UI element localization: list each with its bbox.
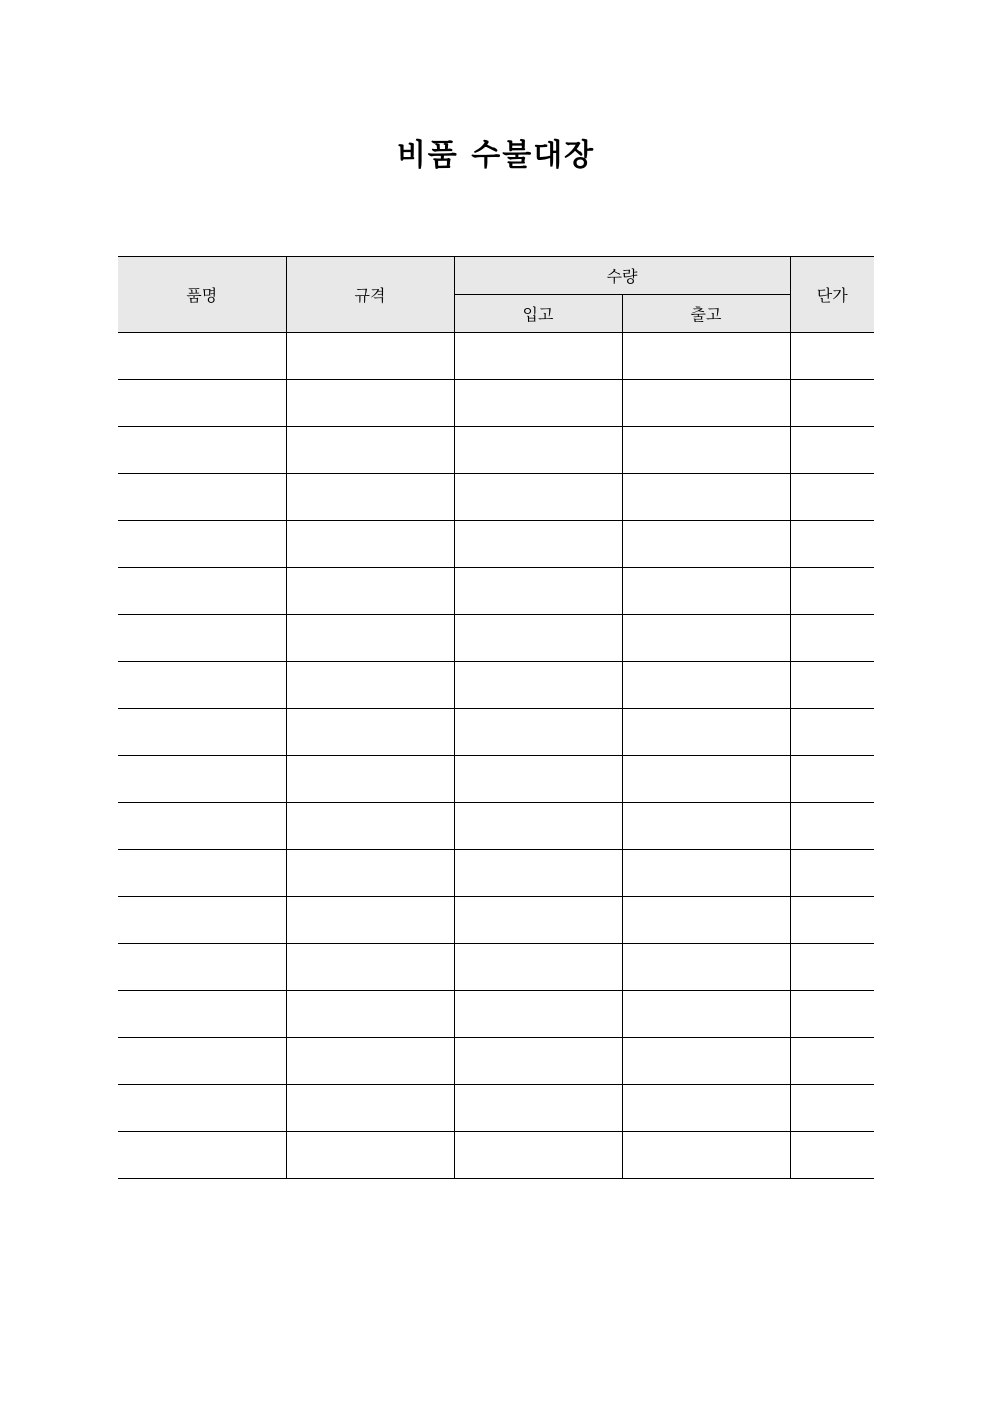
spec-cell[interactable] xyxy=(286,521,454,568)
spec-cell[interactable] xyxy=(286,380,454,427)
table-row xyxy=(118,991,874,1038)
spec-cell[interactable] xyxy=(286,615,454,662)
table-row xyxy=(118,756,874,803)
incoming-cell[interactable] xyxy=(454,709,622,756)
unit-price-cell[interactable] xyxy=(790,897,874,944)
outgoing-cell[interactable] xyxy=(622,756,790,803)
table-row xyxy=(118,1038,874,1085)
header-incoming: 입고 xyxy=(454,295,622,333)
table-row xyxy=(118,662,874,709)
spec-cell[interactable] xyxy=(286,709,454,756)
incoming-cell[interactable] xyxy=(454,1085,622,1132)
item-name-cell[interactable] xyxy=(118,1085,286,1132)
incoming-cell[interactable] xyxy=(454,380,622,427)
outgoing-cell[interactable] xyxy=(622,521,790,568)
item-name-cell[interactable] xyxy=(118,333,286,380)
outgoing-cell[interactable] xyxy=(622,991,790,1038)
unit-price-cell[interactable] xyxy=(790,756,874,803)
item-name-cell[interactable] xyxy=(118,474,286,521)
unit-price-cell[interactable] xyxy=(790,474,874,521)
outgoing-cell[interactable] xyxy=(622,1085,790,1132)
incoming-cell[interactable] xyxy=(454,897,622,944)
item-name-cell[interactable] xyxy=(118,850,286,897)
incoming-cell[interactable] xyxy=(454,568,622,615)
item-name-cell[interactable] xyxy=(118,427,286,474)
outgoing-cell[interactable] xyxy=(622,380,790,427)
table-row xyxy=(118,427,874,474)
outgoing-cell[interactable] xyxy=(622,897,790,944)
page-title: 비품 수불대장 xyxy=(396,138,596,173)
incoming-cell[interactable] xyxy=(454,850,622,897)
spec-cell[interactable] xyxy=(286,850,454,897)
unit-price-cell[interactable] xyxy=(790,850,874,897)
unit-price-cell[interactable] xyxy=(790,521,874,568)
spec-cell[interactable] xyxy=(286,662,454,709)
incoming-cell[interactable] xyxy=(454,474,622,521)
item-name-cell[interactable] xyxy=(118,521,286,568)
incoming-cell[interactable] xyxy=(454,521,622,568)
table-row xyxy=(118,474,874,521)
item-name-cell[interactable] xyxy=(118,709,286,756)
item-name-cell[interactable] xyxy=(118,615,286,662)
incoming-cell[interactable] xyxy=(454,333,622,380)
outgoing-cell[interactable] xyxy=(622,333,790,380)
outgoing-cell[interactable] xyxy=(622,803,790,850)
table-row xyxy=(118,803,874,850)
header-spec: 규격 xyxy=(286,257,454,333)
incoming-cell[interactable] xyxy=(454,1132,622,1179)
incoming-cell[interactable] xyxy=(454,944,622,991)
outgoing-cell[interactable] xyxy=(622,1038,790,1085)
table-row xyxy=(118,568,874,615)
outgoing-cell[interactable] xyxy=(622,944,790,991)
incoming-cell[interactable] xyxy=(454,803,622,850)
spec-cell[interactable] xyxy=(286,991,454,1038)
ledger-body xyxy=(118,333,874,1179)
unit-price-cell[interactable] xyxy=(790,803,874,850)
unit-price-cell[interactable] xyxy=(790,615,874,662)
unit-price-cell[interactable] xyxy=(790,662,874,709)
table-row xyxy=(118,380,874,427)
item-name-cell[interactable] xyxy=(118,897,286,944)
outgoing-cell[interactable] xyxy=(622,568,790,615)
header-outgoing: 출고 xyxy=(622,295,790,333)
header-unit-price: 단가 xyxy=(790,257,874,333)
outgoing-cell[interactable] xyxy=(622,474,790,521)
unit-price-cell[interactable] xyxy=(790,427,874,474)
outgoing-cell[interactable] xyxy=(622,709,790,756)
table-row xyxy=(118,1132,874,1179)
spec-cell[interactable] xyxy=(286,568,454,615)
unit-price-cell[interactable] xyxy=(790,333,874,380)
spec-cell[interactable] xyxy=(286,1132,454,1179)
item-name-cell[interactable] xyxy=(118,1132,286,1179)
incoming-cell[interactable] xyxy=(454,991,622,1038)
item-name-cell[interactable] xyxy=(118,756,286,803)
unit-price-cell[interactable] xyxy=(790,1132,874,1179)
table-row xyxy=(118,709,874,756)
spec-cell[interactable] xyxy=(286,1038,454,1085)
unit-price-cell[interactable] xyxy=(790,380,874,427)
spec-cell[interactable] xyxy=(286,944,454,991)
spec-cell[interactable] xyxy=(286,333,454,380)
table-row xyxy=(118,897,874,944)
unit-price-cell[interactable] xyxy=(790,709,874,756)
item-name-cell[interactable] xyxy=(118,991,286,1038)
spec-cell[interactable] xyxy=(286,474,454,521)
item-name-cell[interactable] xyxy=(118,380,286,427)
item-name-cell[interactable] xyxy=(118,944,286,991)
spec-cell[interactable] xyxy=(286,897,454,944)
unit-price-cell[interactable] xyxy=(790,944,874,991)
unit-price-cell[interactable] xyxy=(790,1085,874,1132)
outgoing-cell[interactable] xyxy=(622,1132,790,1179)
incoming-cell[interactable] xyxy=(454,427,622,474)
spec-cell[interactable] xyxy=(286,803,454,850)
table-row xyxy=(118,521,874,568)
item-name-cell[interactable] xyxy=(118,1038,286,1085)
incoming-cell[interactable] xyxy=(454,662,622,709)
spec-cell[interactable] xyxy=(286,427,454,474)
header-item-name: 품명 xyxy=(118,257,286,333)
incoming-cell[interactable] xyxy=(454,615,622,662)
incoming-cell[interactable] xyxy=(454,756,622,803)
table-row xyxy=(118,944,874,991)
item-name-cell[interactable] xyxy=(118,803,286,850)
table-row xyxy=(118,615,874,662)
table-row xyxy=(118,1085,874,1132)
unit-price-cell[interactable] xyxy=(790,568,874,615)
spec-cell[interactable] xyxy=(286,1085,454,1132)
unit-price-cell[interactable] xyxy=(790,991,874,1038)
outgoing-cell[interactable] xyxy=(622,662,790,709)
outgoing-cell[interactable] xyxy=(622,850,790,897)
inventory-ledger-table xyxy=(118,256,874,1179)
unit-price-cell[interactable] xyxy=(790,1038,874,1085)
incoming-cell[interactable] xyxy=(454,1038,622,1085)
item-name-cell[interactable] xyxy=(118,662,286,709)
item-name-cell[interactable] xyxy=(118,568,286,615)
header-quantity: 수량 xyxy=(454,257,790,295)
table-row xyxy=(118,850,874,897)
spec-cell[interactable] xyxy=(286,756,454,803)
table-row xyxy=(118,333,874,380)
outgoing-cell[interactable] xyxy=(622,427,790,474)
outgoing-cell[interactable] xyxy=(622,615,790,662)
